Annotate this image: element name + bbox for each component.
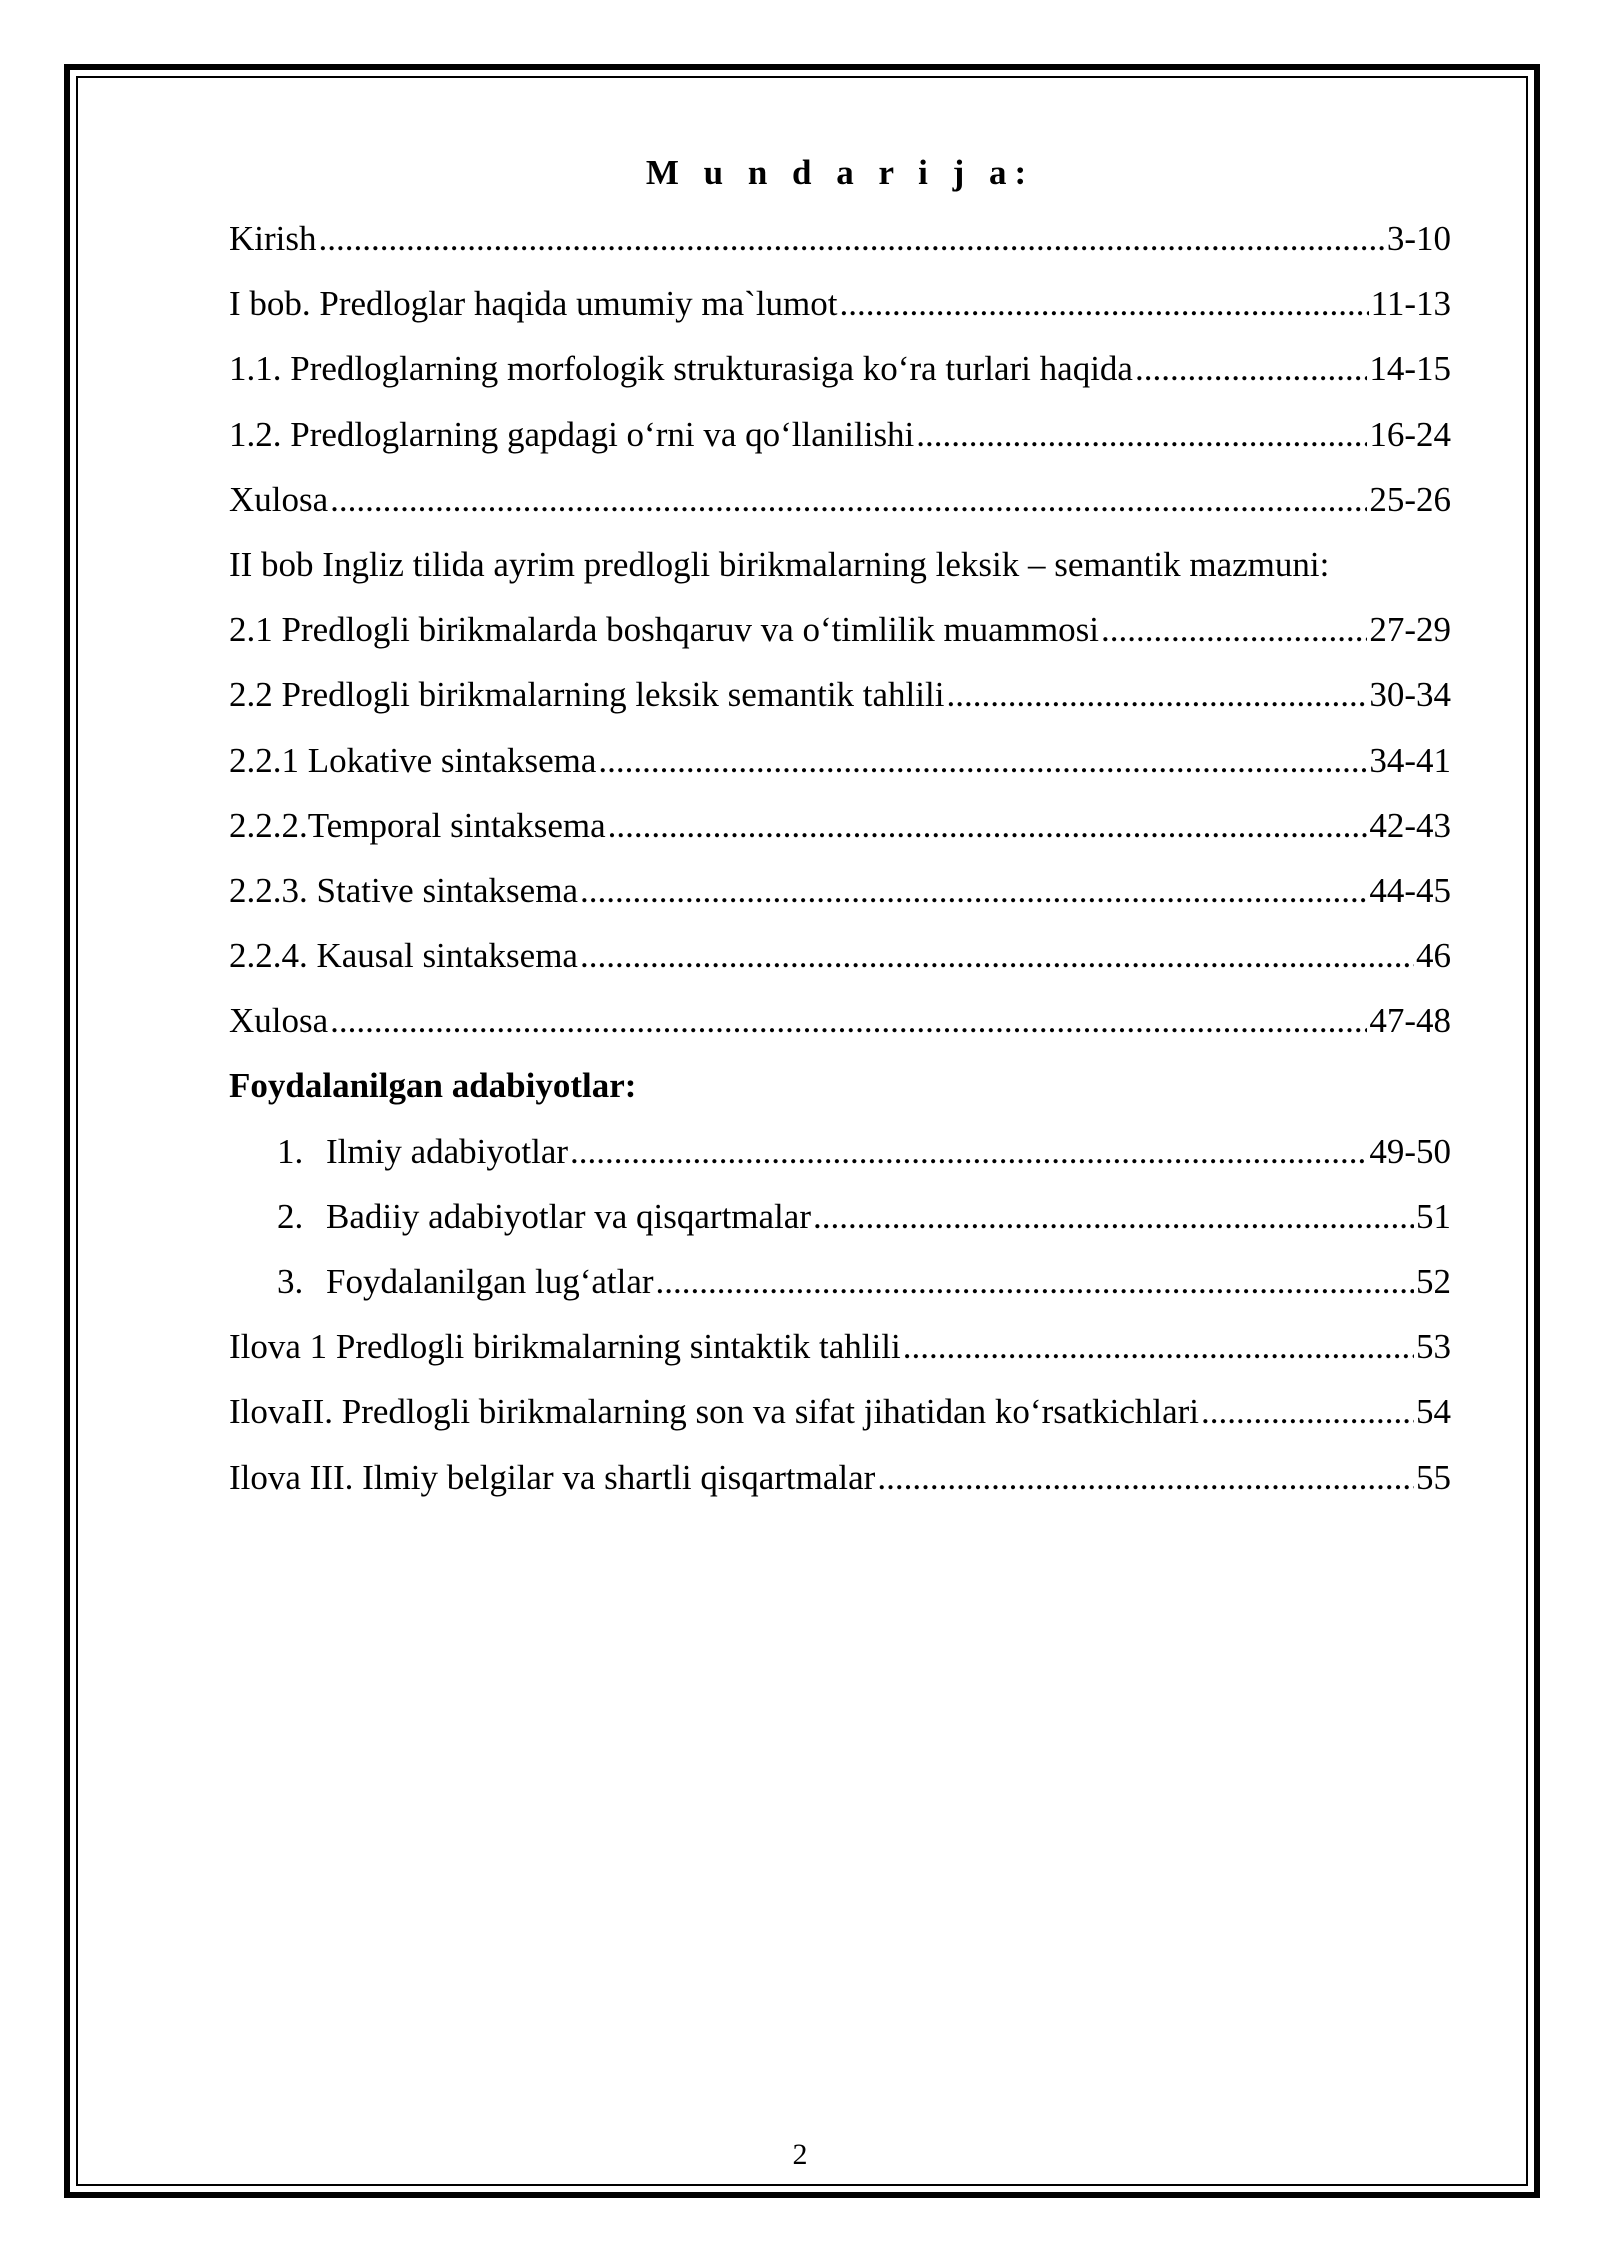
list-number: 1. — [277, 1131, 304, 1171]
toc-entry-page: 27-29 — [1369, 610, 1451, 650]
toc-entry-page: 42-43 — [1369, 805, 1451, 845]
toc-entry-page: 44-45 — [1369, 870, 1451, 910]
dot-leader — [840, 271, 1369, 336]
toc-entry-text: 2.2.1 Lokative sintaksema — [229, 740, 597, 780]
list-number: 3. — [277, 1262, 304, 1301]
toc-entry — [229, 728, 1451, 793]
toc-entry — [229, 402, 1451, 467]
dot-leader — [916, 402, 1367, 467]
toc-entry-text: 1.1. Predloglarning morfologik strukturasiga ko‘ra turlari haqida — [229, 349, 1133, 389]
appendix-entry — [229, 1445, 1451, 1510]
dot-leader — [319, 206, 1385, 271]
bibliography-item — [229, 1119, 1451, 1184]
toc-entry-page: 54 — [1416, 1392, 1451, 1432]
dot-leader — [598, 728, 1367, 793]
toc-entry-page: 11-13 — [1370, 284, 1451, 324]
toc-entry — [229, 988, 1451, 1053]
toc-entry-page: 30-34 — [1369, 675, 1451, 715]
appendix-entry — [229, 1379, 1451, 1444]
dot-leader — [903, 1314, 1414, 1379]
toc-entry — [229, 858, 1451, 923]
toc-entry — [229, 336, 1451, 401]
dot-leader — [1101, 597, 1367, 662]
table-of-contents — [229, 140, 1451, 1510]
toc-chapter-heading — [229, 532, 1451, 597]
toc-entry-page: 55 — [1416, 1457, 1451, 1497]
toc-title: M u n d a r i j a: — [645, 153, 1035, 192]
toc-entry-text: Kirish — [229, 219, 317, 258]
toc-entry-text: I bob. Predloglar haqida umumiy ma`lumot — [229, 284, 838, 324]
toc-entry — [229, 206, 1451, 271]
toc-entry-text: 2.2 Predlogli birikmalarning leksik semantik tahlili — [229, 675, 945, 715]
toc-entry — [229, 662, 1451, 727]
appendix-entry — [229, 1314, 1451, 1379]
dot-leader — [330, 467, 1367, 532]
bibliography-item — [229, 1249, 1451, 1314]
toc-entry-page: 16-24 — [1369, 414, 1451, 454]
dot-leader — [608, 793, 1368, 858]
dot-leader — [1135, 336, 1367, 401]
dot-leader — [813, 1184, 1414, 1249]
toc-entry — [229, 467, 1451, 532]
toc-entry-text: Ilmiy adabiyotlar — [326, 1131, 569, 1171]
dot-leader — [330, 988, 1367, 1053]
toc-entry-text: Xulosa — [229, 1001, 329, 1041]
toc-entry-text: 2.2.2.Temporal sintaksema — [229, 805, 606, 845]
bibliography-item — [229, 1184, 1451, 1249]
dot-leader — [877, 1445, 1414, 1510]
toc-entry-text: II bob Ingliz tilida ayrim predlogli birikmalarning leksik – semantik mazmuni: — [229, 544, 1330, 584]
page-number: 2 — [792, 2138, 808, 2171]
list-number: 2. — [277, 1196, 304, 1236]
toc-entry-text: Ilova 1 Predlogli birikmalarning sintaktik tahlili — [229, 1327, 901, 1367]
toc-entry-page: 51 — [1416, 1196, 1451, 1236]
toc-entry — [229, 793, 1451, 858]
toc-entry — [229, 597, 1451, 662]
toc-entry-text: Xulosa — [229, 479, 329, 519]
dot-leader — [580, 858, 1367, 923]
toc-entry-text: Foydalanilgan lug‘atlar — [326, 1262, 654, 1301]
bibliography-heading: Foydalanilgan adabiyotlar: — [229, 1066, 637, 1106]
toc-entry-text: 2.2.4. Kausal sintaksema — [229, 936, 578, 976]
dot-leader — [580, 923, 1414, 988]
toc-entry-page: 52 — [1416, 1262, 1451, 1301]
toc-entry-text: Badiiy adabiyotlar va qisqartmalar — [326, 1196, 811, 1236]
dot-leader — [570, 1119, 1367, 1184]
toc-entry-page: 25-26 — [1369, 479, 1451, 519]
toc-entry — [229, 271, 1451, 336]
toc-entry-text: 2.1 Predlogli birikmalarda boshqaruv va o‘timlilik muammosi — [229, 610, 1100, 650]
toc-entry-text: IlovaII. Predlogli birikmalarning son va sifat jihatidan ko‘rsatkichlari — [229, 1392, 1200, 1432]
toc-entry-page: 53 — [1416, 1327, 1451, 1367]
toc-entry-page: 49-50 — [1369, 1131, 1451, 1171]
dot-leader — [946, 662, 1367, 727]
toc-entry-text: Ilova III. Ilmiy belgilar va shartli qisqartmalar — [229, 1457, 876, 1497]
toc-entry-text: 1.2. Predloglarning gapdagi o‘rni va qo‘llanilishi — [229, 414, 915, 454]
toc-entry-text: 2.2.3. Stative sintaksema — [229, 870, 578, 910]
toc-entry-page: 14-15 — [1369, 349, 1451, 389]
toc-entry-page: 3-10 — [1386, 219, 1451, 258]
toc-entry-page: 46 — [1416, 936, 1451, 976]
toc-entry — [229, 923, 1451, 988]
dot-leader — [1201, 1379, 1414, 1444]
toc-entry-page: 34-41 — [1369, 740, 1451, 780]
toc-entry-page: 47-48 — [1369, 1001, 1451, 1041]
dot-leader — [656, 1249, 1414, 1314]
